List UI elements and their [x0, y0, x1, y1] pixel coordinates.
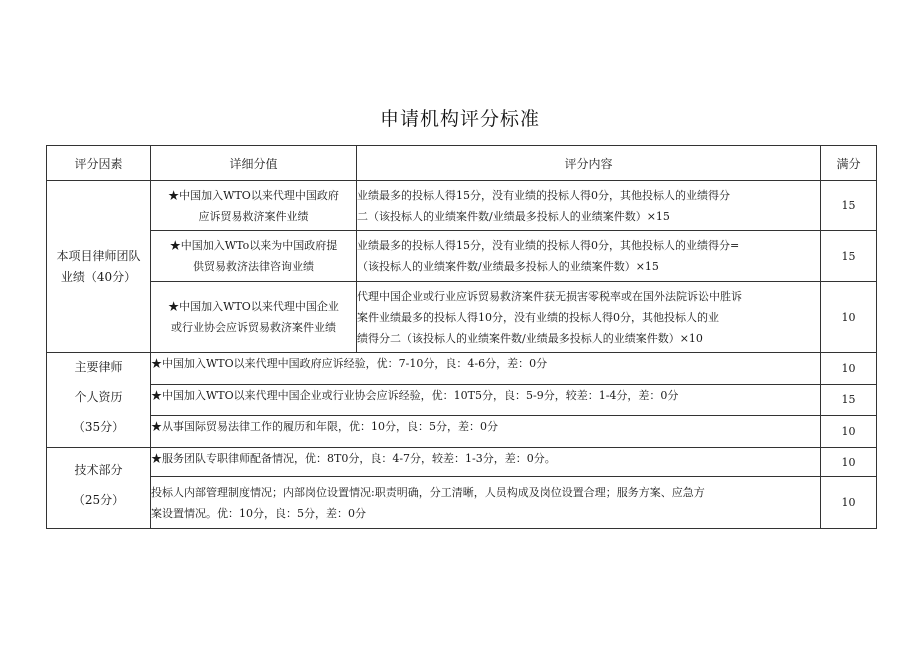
table-row	[47, 477, 877, 529]
score-cell: 10	[821, 448, 877, 477]
score-cell: 15	[821, 181, 877, 231]
score-cell: 15	[821, 384, 877, 416]
factor-technical: 技术部分 （25分）	[47, 448, 151, 529]
factor-team-performance: 本项目律师团队 业绩（40分）	[47, 181, 151, 353]
content-cell: 代理中国企业或行业应诉贸易救济案件获无损害零税率或在国外法院诉讼中胜诉 案件业绩最多的投标人得10分，没有业绩的投标人得0分，其他投标人的业 绩得分二（该投标人的业绩案件数/业绩最多投标人的业绩案件数）×10	[357, 282, 821, 353]
header-detail: 详细分值	[151, 146, 357, 181]
content-cell: ★从事国际贸易法律工作的履历和年限，优：10分，良：5分，差：0分	[151, 416, 821, 448]
content-cell: 投标人内部管理制度情况；内部岗位设置情况:职责明确，分工清晰，人员构成及岗位设置合理；服务方案、应急方 案设置情况。优：10分，良：5分，差：0分	[151, 477, 821, 529]
table-row	[47, 282, 877, 353]
detail-cell: ★中国加入WTO以来代理中国企业 或行业协会应诉贸易救济案件业绩	[151, 282, 357, 353]
table-row	[47, 353, 877, 385]
score-cell: 15	[821, 231, 877, 282]
header-factor: 评分因素	[47, 146, 151, 181]
content-cell: 业绩最多的投标人得15分，没有业绩的投标人得0分，其他投标人的业绩得分 二（该投标人的业绩案件数/业绩最多投标人的业绩案件数）×15	[357, 181, 821, 231]
content-cell: 业绩最多的投标人得15分，没有业绩的投标人得0分，其他投标人的业绩得分= （该投标人的业绩案件数/业绩最多投标人的业绩案件数）×15	[357, 231, 821, 282]
table-row	[47, 416, 877, 448]
factor-lawyer-qualifications: 主要律师 个人资历 （35分）	[47, 353, 151, 448]
score-cell: 10	[821, 353, 877, 385]
content-cell: ★中国加入WTO以来代理中国企业或行业协会应诉经验，优：10T5分，良：5-9分，较差：1-4分，差：0分	[151, 384, 821, 416]
score-cell: 10	[821, 477, 877, 529]
table-row	[47, 384, 877, 416]
detail-cell: ★中国加入WTO以来代理中国政府 应诉贸易救济案件业绩	[151, 181, 357, 231]
scoring-table	[46, 145, 877, 529]
table-row	[47, 181, 877, 231]
detail-cell: ★中国加入WTo以来为中国政府提 供贸易救济法律咨询业绩	[151, 231, 357, 282]
header-content: 评分内容	[357, 146, 821, 181]
table-row	[47, 231, 877, 282]
content-cell: ★中国加入WTO以来代理中国政府应诉经验，优：7-10分，良：4-6分，差：0分	[151, 353, 821, 385]
score-cell: 10	[821, 416, 877, 448]
score-cell: 10	[821, 282, 877, 353]
page-title: 申请机构评分标准	[379, 108, 540, 130]
content-cell: ★服务团队专职律师配备情况，优：8T0分，良：4-7分，较差：1-3分，差：0分。	[151, 448, 821, 477]
table-row	[47, 448, 877, 477]
header-row	[47, 146, 877, 181]
header-score: 满分	[821, 146, 877, 181]
